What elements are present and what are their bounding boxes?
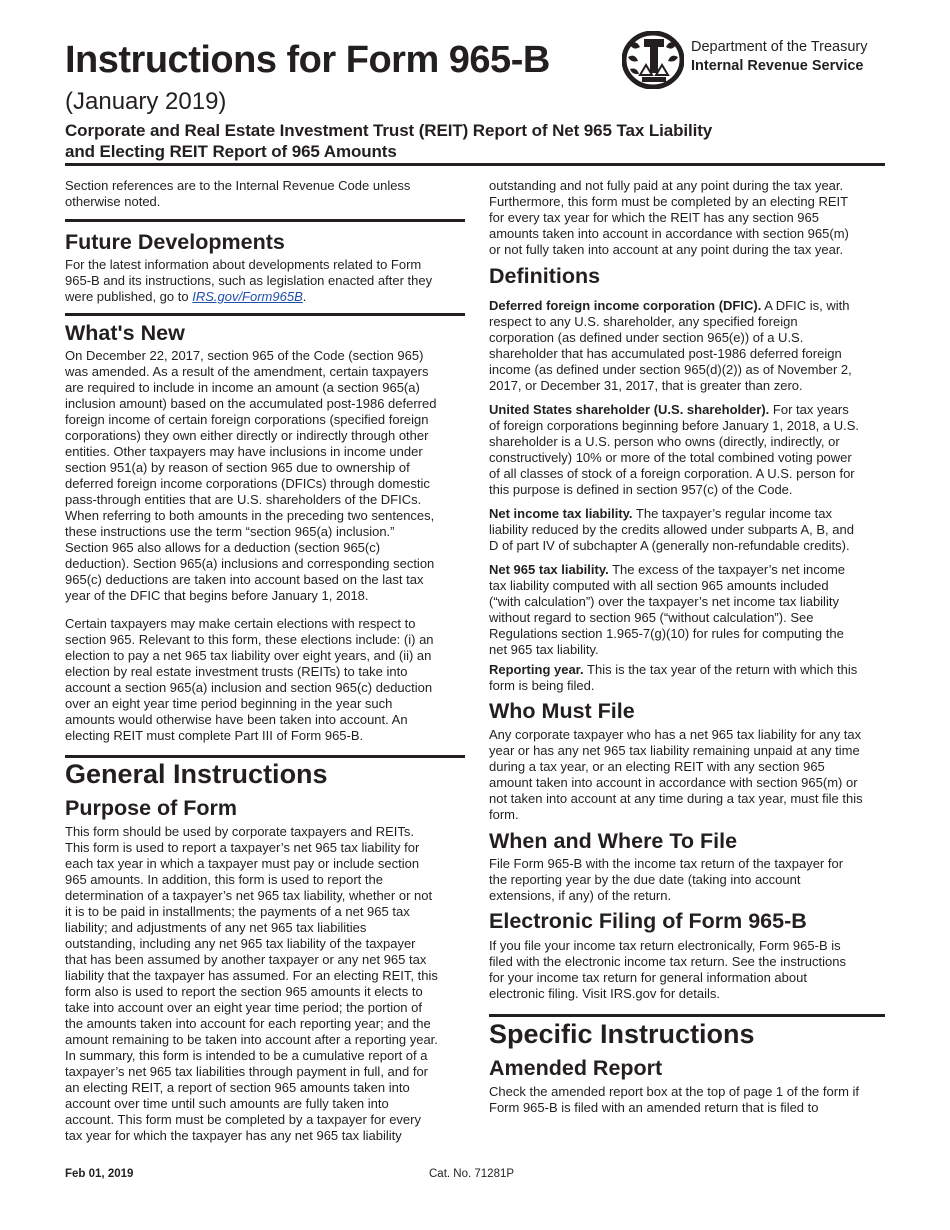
whats-new-paragraph-2: Certain taxpayers may make certain elections with respect to section 965. Relevant to this form, these elections include: (i) an election to pay a net 965 tax liability over eight years, and (ii) an election by real estate investment trusts (REITs) to take into account a section 965(a) inclusion and section 965(c) deduction over an eight year time period beginning in the year such amounts would otherwise have been taken into account. An electing REIT must complete Part III of Form 965-B.: [65, 616, 434, 743]
future-end: .: [302, 289, 307, 304]
document-title: Instructions for Form 965-B: [65, 39, 550, 81]
electronic-filing-text: If you file your income tax return electronically, Form 965-B is filed with the electronic income tax return. See the instructions for your income tax return for general information about electronic filing. Visit IRS.gov for details.: [489, 938, 846, 1001]
future-body: For the latest information about developments related to Form 965-B and its instructions, such as legislation enacted after they were published, go to: [65, 257, 433, 304]
purpose-continued-text: outstanding and not fully paid at any point during the tax year. Furthermore, this form must be completed by an electing REIT for every tax year for which the REIT has any section 965 amounts taken into account in accordance with section 965(m) or not fully taken into account at any point during the tax year.: [489, 178, 849, 257]
definition-us-shareholder: [489, 402, 889, 498]
heading-general-instructions: General Instructions: [65, 759, 328, 789]
document-subtitle: Corporate and Real Estate Investment Trust (REIT) Report of Net 965 Tax Liability and Electing REIT Report of 965 Amounts: [65, 121, 713, 161]
heading-specific-instructions: Specific Instructions: [489, 1019, 755, 1049]
when-where-to-file-text: File Form 965-B with the income tax return of the taxpayer for the reporting year by the due date (taking into account extensions, if any) of the return.: [489, 856, 844, 903]
heading-whats-new: What's New: [65, 321, 185, 345]
intro-text: Section references are to the Internal Revenue Code unless otherwise noted.: [65, 178, 411, 209]
who-must-file-text: Any corporate taxpayer who has a net 965 tax liability for any tax year or has any net 965 tax liability remaining unpaid at any time during a tax year, or an electing REIT with any section 965 amount taken into account in accordance with section 965(m) or not taken into account at any time during a tax year, must file this form.: [489, 727, 863, 822]
irs-eagle-logo-icon: [622, 31, 684, 89]
irs-form965b-link[interactable]: IRS.gov/Form965B: [192, 289, 303, 304]
heading-purpose-of-form: Purpose of Form: [65, 796, 238, 820]
purpose-of-form-text: This form should be used by corporate taxpayers and REITs. This form is used to report a taxpayer’s net 965 tax liability for each tax year in which a taxpayer must pay or include section 965 amounts. In addition, this form is used to report the determination of a taxpayer’s net 965 tax liability, whether or not it is to be paid in installments; the payments of a net 965 tax liability; and adjustments of any net 965 tax liabilities outstanding, including any net 965 tax liability of the taxpayer that has been assumed by another taxpayer or any net 965 tax liability that the taxpayer has assumed. For an electing REIT, this form also is used to report the section 965 amounts it elects to take into account over an eight year time period; the portion of the amounts taken into account for each reporting year; and the amount remaining to be taken into account after a reporting year. In summary, this form is intended to be a cumulative report of a taxpayer’s net 965 tax liabilities through payment in full, and for an electing REIT, a report of section 965 amounts taken into account over time until such amounts are fully taken into account. This form must be completed by a taxpayer for every tax year for which the taxpayer has any net 965 tax liability: [65, 824, 438, 1143]
definition-text: A DFIC is, with respect to any U.S. shareholder, any specified foreign corporation (as defined under section 965(e)) of a U.S. shareholder that has accumulated post-1986 deferred foreign income (as defined under section 965(d)(2)) as of November 2, 2017, or December 31, 2017, that is greater than zero.: [489, 298, 852, 393]
definition-text: This is the tax year of the return with which this form is being filed.: [489, 662, 858, 693]
definition-term: Reporting year.: [489, 662, 584, 677]
heading-amended-report: Amended Report: [489, 1056, 663, 1080]
footer-date: Feb 01, 2019: [65, 1168, 134, 1180]
definition-text: The excess of the taxpayer’s net income tax liability computed with all section 965 amounts included (“with calculation”) over the taxpayer’s net income tax liability without regard to section 965 (“without calculation”). See Regulations section 1.965-7(g)(10) for rules for computing the net 965 tax liability.: [489, 562, 846, 657]
footer-cat-no: Cat. No. 71281P: [429, 1168, 515, 1180]
definition-dfic: [489, 298, 889, 394]
agency-name: [691, 38, 868, 76]
section-divider: [65, 313, 465, 316]
future-developments-text: [65, 257, 467, 305]
heading-when-where-to-file: When and Where To File: [489, 829, 738, 853]
amended-report-text: Check the amended report box at the top of page 1 of the form if Form 965-B is filed with an amended return that is filed to: [489, 1084, 860, 1115]
definition-net-income-tax-liability: [489, 506, 889, 554]
definition-term: Deferred foreign income corporation (DFIC).: [489, 298, 762, 313]
dept-line-2: Internal Revenue Service: [691, 58, 864, 74]
definition-term: Net income tax liability.: [489, 506, 633, 521]
whats-new-paragraph-1: On December 22, 2017, section 965 of the Code (section 965) was amended. As a result of the amendment, certain taxpayers are required to include in income an amount (a section 965(a) inclusion amount) based on the accumulated post-1986 deferred foreign income of certain foreign corporations (specified foreign corporations) they own either directly or indirectly through other entities. Other taxpayers may have inclusions in income under section 951(a) by reason of section 965 due to ownership of deferred foreign income corporations (DFICs) through domestic pass-through entities that are U.S. shareholders of the DFICs. When referring to both amounts in the preceding two sentences, these instructions use the term “section 965(a) inclusion.” Section 965 also allows for a deduction (section 965(c) deduction). Section 965(a) inclusions and corresponding section 965(c) deductions are taken into account based on the last tax year of the DFIC that begins before January 1, 2018.: [65, 348, 437, 603]
dept-line-1: Department of the Treasury: [691, 39, 868, 55]
section-divider: [489, 1014, 885, 1017]
definition-term: United States shareholder (U.S. shareholder).: [489, 402, 770, 417]
definition-text: For tax years of foreign corporations beginning before January 1, 2018, a U.S. shareholder is a U.S. person who owns (directly, indirectly, or constructively) 10% or more of the total combined voting power of all classes of stock of a foreign corporation. A U.S. person for this purpose is defined in section 957(c) of the Code.: [489, 402, 860, 497]
heading-who-must-file: Who Must File: [489, 699, 635, 723]
heading-future-developments: Future Developments: [65, 230, 285, 254]
document-date: (January 2019): [65, 88, 227, 115]
definition-text: The taxpayer’s regular income tax liability reduced by the credits allowed under subparts A, B, and D of part IV of subchapter A (generally non-refundable credits).: [489, 506, 854, 553]
definition-term: Net 965 tax liability.: [489, 562, 609, 577]
section-divider: [65, 219, 465, 222]
header-divider: [65, 163, 885, 166]
definition-reporting-year: [489, 662, 889, 694]
heading-electronic-filing: Electronic Filing of Form 965-B: [489, 909, 807, 933]
definition-net-965-tax-liability: [489, 562, 889, 658]
heading-definitions: Definitions: [489, 264, 601, 288]
